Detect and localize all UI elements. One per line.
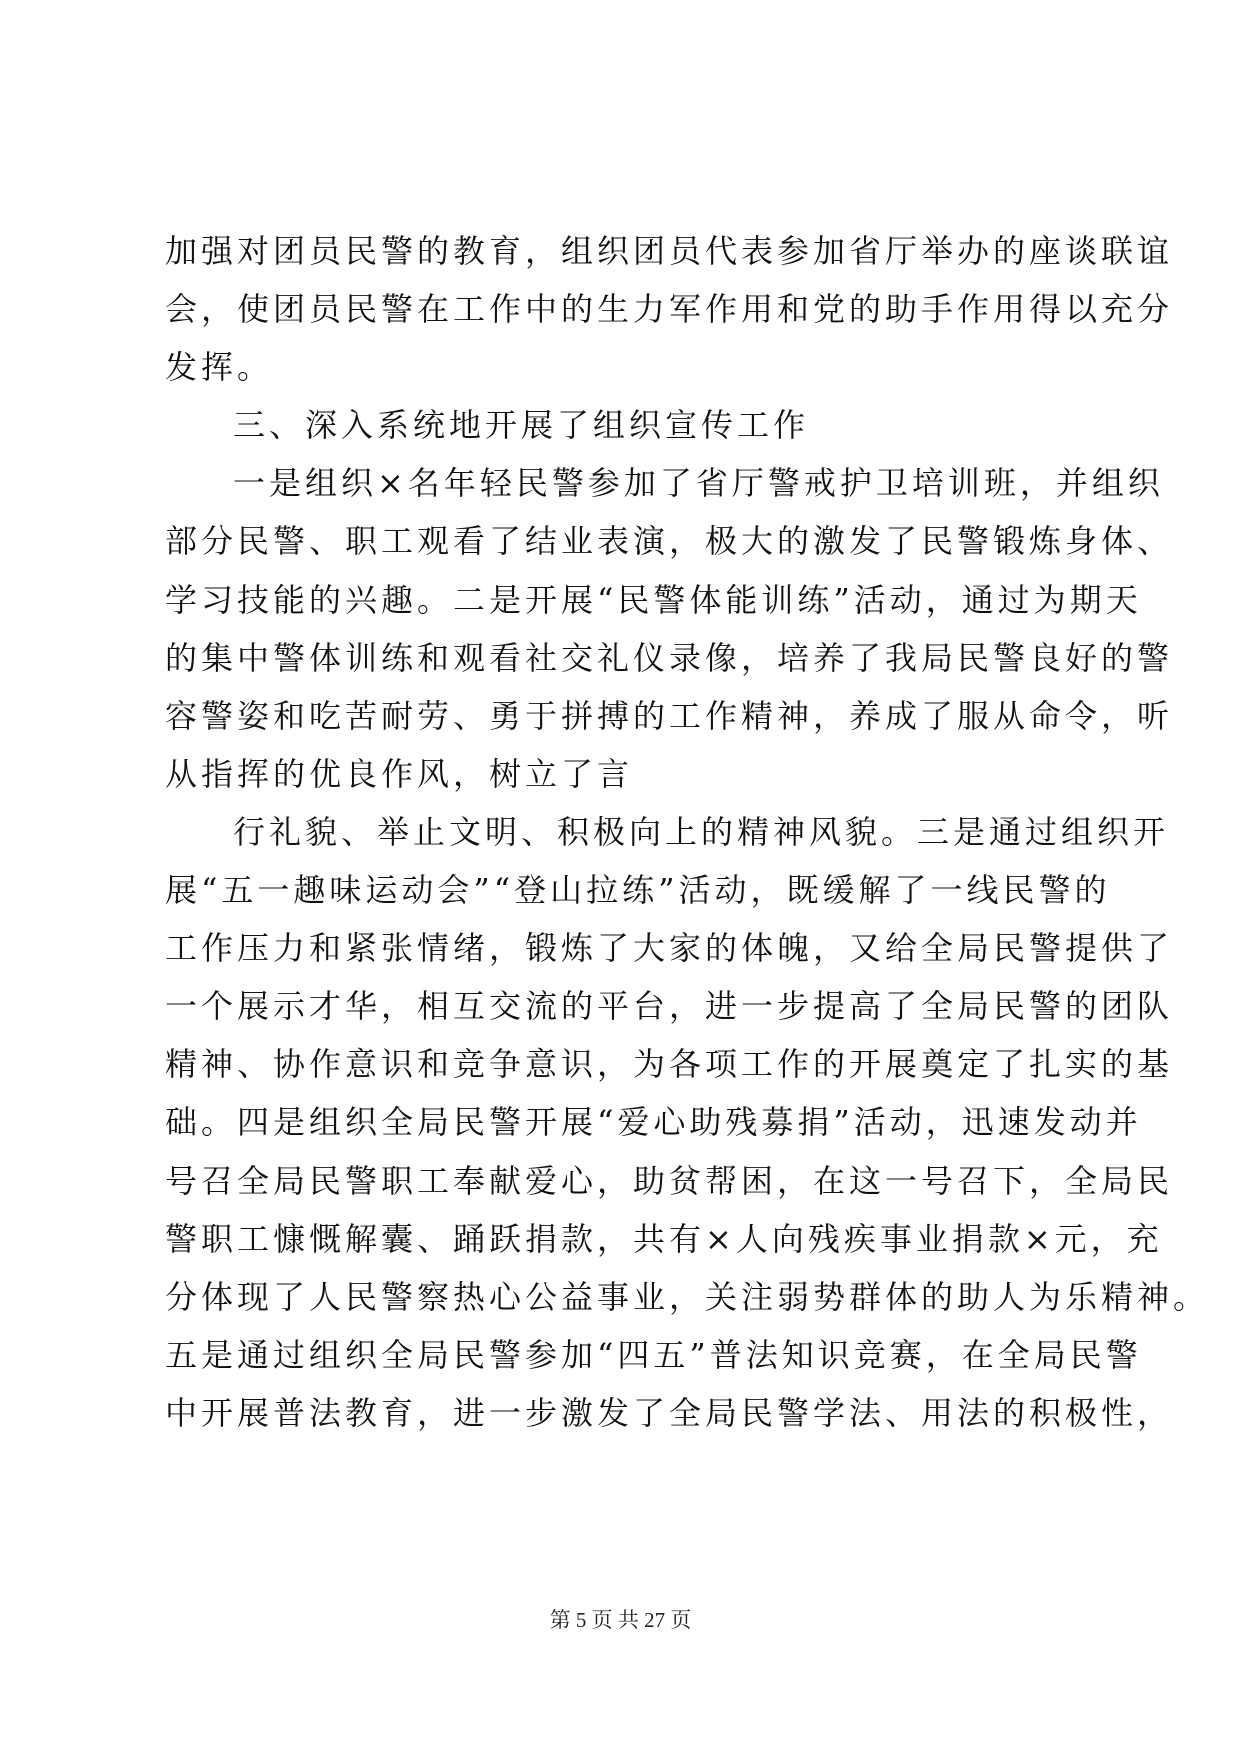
paragraph-first-line: 一是组织×名年轻民警参加了省厅警戒护卫培训班，并组织 [233, 464, 1164, 503]
text-line: 警职工慷慨解囊、踊跃捐款，共有×人向残疾事业捐款×元，充 [165, 1219, 1163, 1258]
page-footer [0, 1606, 1241, 1634]
text-line: 会，使团员民警在工作中的生力军作用和党的助手作用得以充分 [165, 290, 1174, 329]
text-line: 中开展普法教育，进一步激发了全局民警学法、用法的积极性， [165, 1393, 1174, 1432]
text-line: 分体现了人民警察热心公益事业，关注弱势群体的助人为乐精神。 [165, 1277, 1210, 1316]
text-line: 发挥。 [165, 348, 274, 387]
page-number-label: 第 5 页 共 27 页 [549, 1608, 692, 1632]
paragraph-first-line: 行礼貌、举止文明、积极向上的精神风貌。三是通过组织开 [233, 812, 1170, 851]
section-heading: 三、深入系统地开展了组织宣传工作 [233, 406, 810, 445]
text-line: 展“五一趣味运动会”“登山拉练”活动，既缓解了一线民警的 [165, 871, 1111, 910]
text-line: 容警姿和吃苦耐劳、勇于拼搏的工作精神，养成了服从命令，听 [165, 696, 1174, 735]
text-line: 加强对团员民警的教育，组织团员代表参加省厅举办的座谈联谊 [165, 232, 1174, 270]
text-line: 的集中警体训练和观看社交礼仪录像，培养了我局民警良好的警 [165, 638, 1174, 677]
text-line: 础。四是组织全局民警开展“爱心助残募捐”活动，迅速发动并 [165, 1103, 1142, 1142]
text-line: 号召全局民警职工奉献爱心，助贫帮困，在这一号召下，全局民 [165, 1161, 1174, 1200]
text-line: 从指挥的优良作风，树立了言 [165, 754, 634, 793]
text-line: 工作压力和紧张情绪，锻炼了大家的体魄，又给全局民警提供了 [165, 929, 1174, 968]
document-body [165, 222, 1210, 1442]
text-line: 部分民警、职工观看了结业表演，极大的激发了民警锻炼身体、 [165, 522, 1174, 561]
text-line: 学习技能的兴趣。二是开展“民警体能训练”活动，通过为期天 [165, 580, 1142, 619]
text-line: 精神、协作意识和竞争意识，为各项工作的开展奠定了扎实的基 [165, 1045, 1174, 1084]
text-line: 一个展示才华，相互交流的平台，进一步提高了全局民警的团队 [165, 987, 1174, 1026]
text-line: 五是通过组织全局民警参加“四五”普法知识竞赛，在全局民警 [165, 1335, 1142, 1374]
